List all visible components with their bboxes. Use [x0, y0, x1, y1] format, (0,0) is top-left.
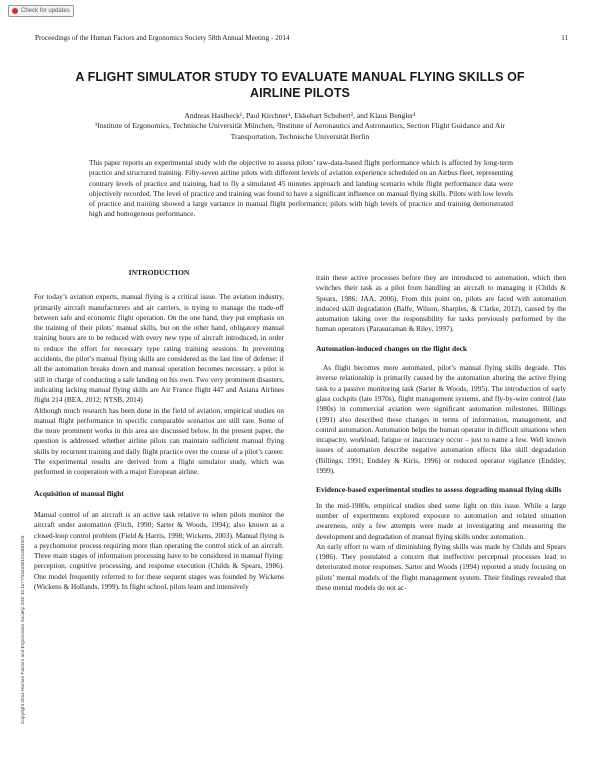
paper-title: A FLIGHT SIMULATOR STUDY TO EVALUATE MANUAL FLYING SKILLS OF AIRLINE PILOTS	[75, 70, 525, 100]
side-copyright-notice: Copyright 2014 Human Factors and Ergonomics Society. DOI 10.1177/1541931214581003	[20, 535, 25, 724]
author-list: Andreas Haslbeck¹, Paul Kirchner¹, Ekkehart Schubert², and Klaus Bengler¹	[184, 111, 416, 120]
left-column	[34, 268, 284, 592]
running-head	[35, 34, 568, 42]
badge-label: Check for updates	[21, 8, 70, 14]
acquisition-heading: Acquisition of manual flight	[34, 488, 124, 498]
evidence-heading: Evidence-based experimental studies to assess degrading manual flying skills	[316, 485, 562, 495]
paragraph: Although much research has been done in the field of aviation, empirical studies on manual flight performance in specific comparable scenarios are still rare. Some of the more prominent works in this area are discussed below. In the present paper, the question is addressed whether airline pilots can maintain sufficient manual flying skills by recurrent training and daily flight practice over the course of a pilot’s career. The experimental results are derived from a flight simulator study, which was performed in cooperation with a major European airline.	[34, 405, 284, 477]
update-icon	[12, 8, 18, 14]
right-column	[316, 273, 566, 593]
paragraph: As flight becomes more automated, pilot’s manual flying skills degrade. This inverse relationship is primarily caused by the automation altering the active flying task to a passive monitoring task (Sarter & Woods, 1995). The introduction of early glass cockpits (late 1970s), flight management systems, and fly-by-wire control (late 1980s) in commercial aviation were significant automation milestones. Billings (1991) also described these changes in terms of information, management, and control automation. Automation helps the human operator in difficult situations when incapacity, workload, fatigue or inaccuracy occur – just to name a few. Well known issues of automation describe negative automation effects like skill degradation (Billings, 1991; Endsley & Kiris, 1996) or reduced operator vigilance (Endsley, 1999).	[316, 363, 566, 476]
paragraph: For today’s aviation experts, manual flying is a critical issue. The aviation industry, primarily aircraft manufacturers and air carriers, is trying to manage the trade-off between safe and economic flight operation. On the one hand, they put emphasis on the training of their pilots’ manual skills, but on the other hand, obligatory manual training hours are to be reduced with every new type of aircraft introduced, in order to reduce the effort for necessary type rating training sessions. In preventing accidents, the pilot’s manual flying skills are considered as the last line of defense: if all the automation breaks down and manual operation becomes necessary, a pilot is still in charge of conducting a safe landing on his own. Two very prominent disasters, indicating lacking manual flying skills are Air France flight 447 and Asiana Airlines flight 214 (BEA, 2012; NTSB, 2014)	[34, 292, 284, 405]
automation-heading: Automation-induced changes on the flight deck	[316, 343, 468, 353]
page-number: 11	[561, 34, 568, 42]
paragraph: In the mid-1980s, empirical studies shed some light on this issue. While a large number of experiments explored exposure to automation and related situation awareness, only a few attempts were made at investigating and measuring the development and degradation of manual flying skills under automation.	[316, 500, 566, 541]
paragraph: An early effort to warn of diminishing flying skills was made by Childs and Spears (1986). They postulated a concern that ineffective perceptual processes lead to deteriorated motor responses. Sarter and Woods (1994) reported a study focusing on pilots’ mental models of the flight management system. Their findings revealed that these mental models do not ac-	[316, 541, 566, 593]
paragraph: train these active processes before they are introduced to automation, which then switches their task as a pilot from handling an aircraft to managing it (Childs & Spears, 1986; JAA, 2006). From this point on, pilots are faced with automation induced skill degradation (Balfe, Wilson, Sharples, & Clarke, 2012), caused by the automation taking over the responsibility for tasks previously performed by the human operators (Parasuraman & Riley, 1997).	[316, 273, 566, 334]
abstract: This paper reports an experimental study with the objective to assess pilots’ raw-data-based flight performance which is affected by long-term practice and structured training. Fifty-seven airline pilots with different levels of aviation experience scheduled on an Airbus fleet, representing contrary levels of practice and training, had to fly a simulated 45 minutes approach and landing scenario while flight performance data were objectively recorded. The level of practice and training was found to have a significant influence on manual flying skills. Pilots with low levels of practice and training showed a large variance in manual flight performance; pilots with high levels of practice and training demonstrated high and homogenous performance.	[89, 158, 513, 219]
paragraph: Manual control of an aircraft is an active task relative to when pilots monitor the aircraft under automation (Fitch, 1990; Sarter & Woods, 1994); also known as a closed-loop control problem (Field & Harris, 1998; Wickens, 2003). Manual flying is a psychomotor process requiring more than operating the control stick of an aircraft. Three main stages of information processing have to be considered in manual flying: perception, cognitive processing, and response execution (Childs & Spears, 1986). One model frequently referred to for these sequent stages was founded by Wickens (Wickens & Hollands, 1999). In flight school, pilots learn and intensively	[34, 509, 284, 592]
affiliations: ¹Institute of Ergonomics, Technische Universität München, ²Institute of Aeronautics and Astronautics, Section Flight Guidance and Air Transportation, Technische Universität Berlin	[95, 121, 505, 141]
introduction-heading: INTRODUCTION	[128, 268, 190, 277]
check-for-updates-badge[interactable]	[8, 5, 74, 17]
proceedings-line: Proceedings of the Human Factors and Ergonomics Society 58th Annual Meeting - 2014	[35, 34, 290, 42]
